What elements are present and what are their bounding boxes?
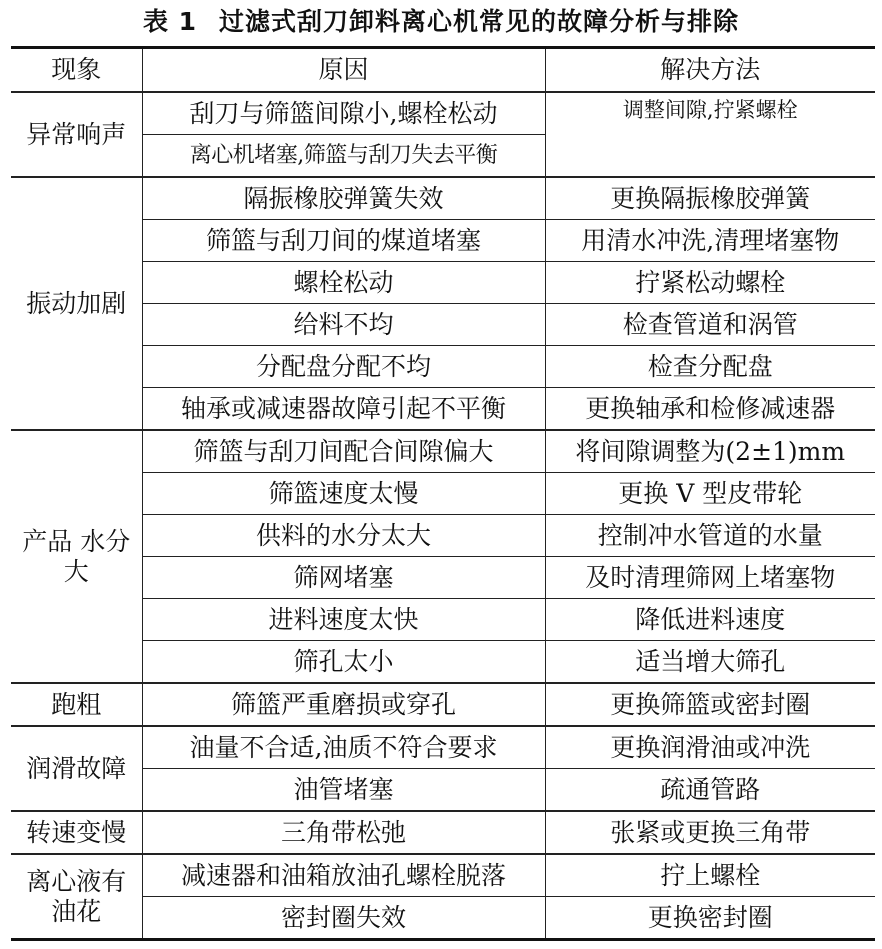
cause-cell: 筛篮与刮刀间的煤道堵塞 — [142, 220, 545, 262]
cause-cell: 筛篮速度太慢 — [142, 473, 545, 515]
cause-cell: 进料速度太快 — [142, 599, 545, 641]
solution-cell: 降低进料速度 — [545, 599, 875, 641]
solution-cell: 更换润滑油或冲洗 — [545, 726, 875, 769]
table-row — [11, 854, 875, 897]
cause-cell: 筛篮与刮刀间配合间隙偏大 — [142, 430, 545, 473]
group-increased-vibration — [11, 177, 875, 430]
group-speed-slows — [11, 811, 875, 854]
symptom-cell: 振动加剧 — [11, 177, 142, 430]
cause-cell: 轴承或减速器故障引起不平衡 — [142, 388, 545, 431]
cause-cell: 隔振橡胶弹簧失效 — [142, 177, 545, 220]
symptom-cell: 转速变慢 — [11, 811, 142, 854]
solution-cell: 用清水冲洗,清理堵塞物 — [545, 220, 875, 262]
table-number: 表 1 — [142, 7, 198, 36]
cause-cell: 供料的水分太大 — [142, 515, 545, 557]
cause-cell: 减速器和油箱放油孔螺栓脱落 — [142, 854, 545, 897]
group-lubrication-fault — [11, 726, 875, 811]
symptom-cell: 产品 水分大 — [11, 430, 142, 683]
cause-cell: 筛孔太小 — [142, 641, 545, 684]
solution-cell: 及时清理筛网上堵塞物 — [545, 557, 875, 599]
solution-cell: 更换轴承和检修减速器 — [545, 388, 875, 431]
cause-cell: 离心机堵塞,筛篮与刮刀失去平衡 — [142, 135, 545, 178]
table-row — [11, 811, 875, 854]
solution-cell: 将间隙调整为(2±1)mm — [545, 430, 875, 473]
cause-cell: 螺栓松动 — [142, 262, 545, 304]
cause-cell: 油量不合适,油质不符合要求 — [142, 726, 545, 769]
solution-cell: 检查分配盘 — [545, 346, 875, 388]
symptom-cell: 离心液有 油花 — [11, 854, 142, 940]
solution-cell: 适当增大筛孔 — [545, 641, 875, 684]
group-oil-in-liquid — [11, 854, 875, 940]
table-row — [11, 726, 875, 769]
solution-cell: 更换密封圈 — [545, 897, 875, 940]
solution-cell: 更换筛篮或密封圈 — [545, 683, 875, 726]
fault-table — [11, 46, 875, 941]
cause-cell: 给料不均 — [142, 304, 545, 346]
header-solution: 解决方法 — [545, 48, 875, 93]
cause-cell: 分配盘分配不均 — [142, 346, 545, 388]
solution-cell: 控制冲水管道的水量 — [545, 515, 875, 557]
solution-cell: 拧上螺栓 — [545, 854, 875, 897]
solution-cell: 更换 V 型皮带轮 — [545, 473, 875, 515]
solution-cell: 调整间隙,拧紧螺栓 — [545, 92, 875, 177]
table-caption — [0, 4, 882, 40]
table-row — [11, 430, 875, 473]
solution-cell: 更换隔振橡胶弹簧 — [545, 177, 875, 220]
cause-cell: 筛网堵塞 — [142, 557, 545, 599]
solution-cell: 疏通管路 — [545, 769, 875, 812]
symptom-cell: 润滑故障 — [11, 726, 142, 811]
cause-cell: 三角带松弛 — [142, 811, 545, 854]
group-high-moisture — [11, 430, 875, 683]
table-row — [11, 177, 875, 220]
group-coarse-leak — [11, 683, 875, 726]
cause-cell: 密封圈失效 — [142, 897, 545, 940]
cause-cell: 筛篮严重磨损或穿孔 — [142, 683, 545, 726]
solution-cell: 张紧或更换三角带 — [545, 811, 875, 854]
solution-cell: 检查管道和涡管 — [545, 304, 875, 346]
header-symptom: 现象 — [11, 48, 142, 93]
table-row — [11, 683, 875, 726]
group-abnormal-noise — [11, 92, 875, 177]
symptom-cell: 异常响声 — [11, 92, 142, 177]
table-row — [11, 92, 875, 135]
table-title: 过滤式刮刀卸料离心机常见的故障分析与排除 — [219, 7, 740, 36]
cause-cell: 刮刀与筛篮间隙小,螺栓松动 — [142, 92, 545, 135]
symptom-cell: 跑粗 — [11, 683, 142, 726]
header-cause: 原因 — [142, 48, 545, 93]
cause-cell: 油管堵塞 — [142, 769, 545, 812]
solution-cell: 拧紧松动螺栓 — [545, 262, 875, 304]
header-row — [11, 48, 875, 93]
